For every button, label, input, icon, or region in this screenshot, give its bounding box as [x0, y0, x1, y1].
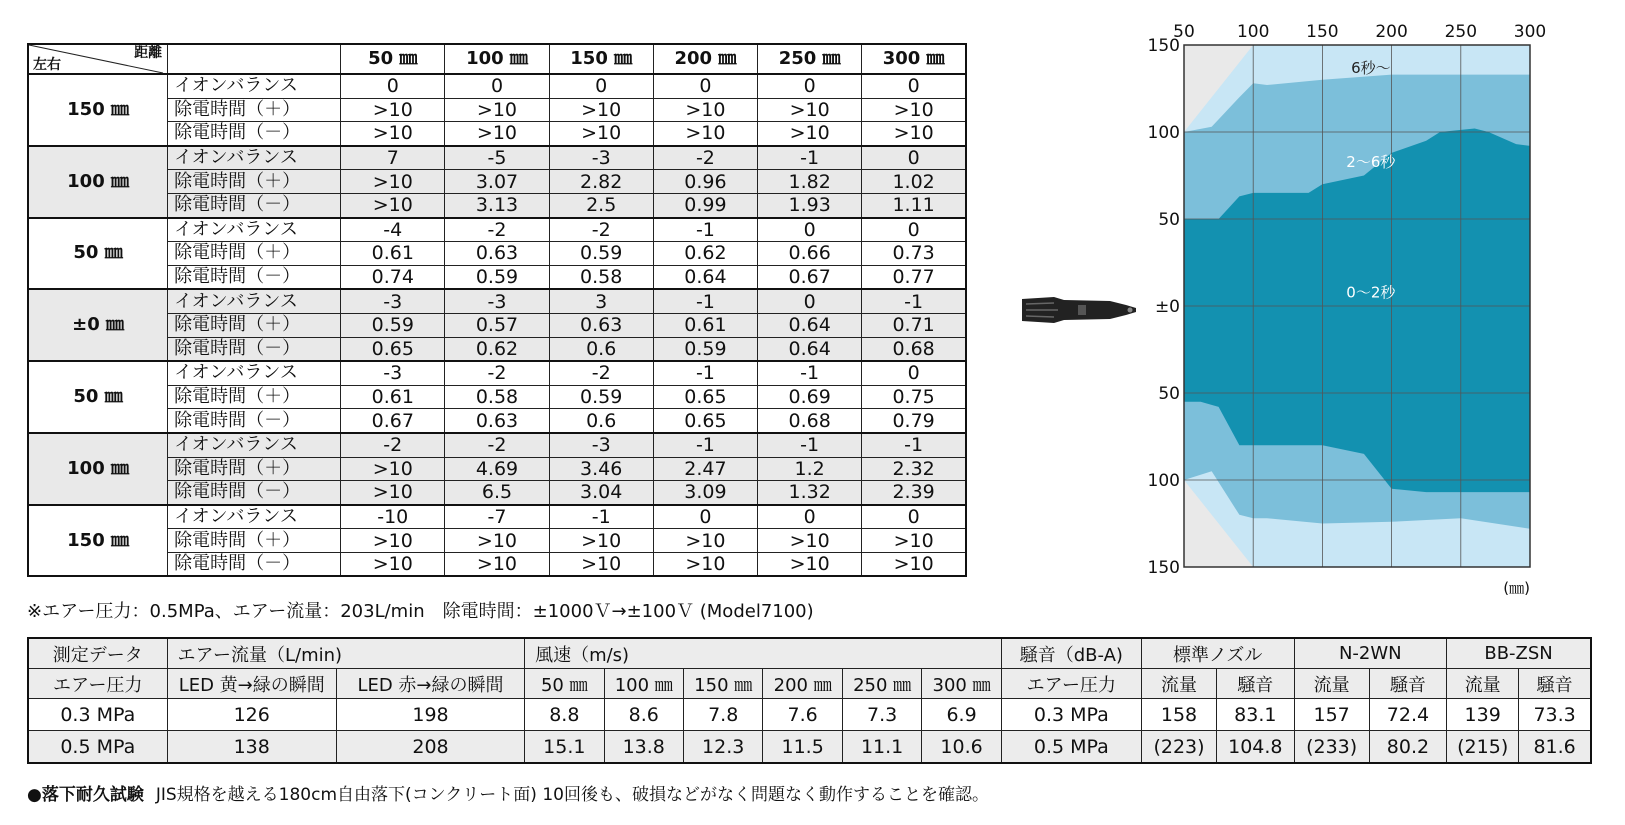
value-cell: 0 [862, 218, 966, 242]
value-cell: 0.73 [862, 242, 966, 266]
row-item-label: 除電時間（－） [168, 409, 341, 433]
row-item-label: 除電時間（＋） [168, 170, 341, 194]
spec-row-0.5mpa [28, 731, 1591, 764]
value-cell: >10 [862, 122, 966, 146]
table-header-row [28, 44, 966, 74]
value-cell: 2.82 [549, 170, 653, 194]
value-cell: 0.58 [549, 265, 653, 289]
value-cell: 1.02 [862, 170, 966, 194]
table-row [28, 505, 966, 529]
ionizer-nozzle-icon [1018, 296, 1142, 324]
spec-wind: 7.6 [763, 699, 842, 731]
x-tick-label: 200 [1375, 22, 1408, 42]
value-cell: -2 [549, 218, 653, 242]
value-cell: 3.09 [653, 481, 757, 505]
value-cell: 3.07 [445, 170, 549, 194]
value-cell: >10 [862, 529, 966, 553]
row-item-label: イオンバランス [168, 433, 341, 457]
spec-noise-pressure: 0.5 MPa [1001, 731, 1141, 764]
value-cell: 3 [549, 289, 653, 313]
value-cell: -5 [445, 146, 549, 170]
value-cell: >10 [341, 529, 445, 553]
column-header: 150 ㎜ [549, 44, 653, 74]
value-cell: 0.77 [862, 265, 966, 289]
spec-wind: 7.3 [842, 699, 921, 731]
spec-nozzle-value: (215) [1447, 731, 1519, 764]
row-item-label: イオンバランス [168, 289, 341, 313]
value-cell: -2 [445, 433, 549, 457]
spec-distance-header: 50 ㎜ [525, 669, 604, 699]
value-cell: -1 [758, 146, 862, 170]
group-label: 50 ㎜ [28, 361, 168, 433]
spec-led-yellow-header: LED 黄→緑の瞬間 [167, 669, 336, 699]
row-item-label: 除電時間（＋） [168, 242, 341, 266]
row-item-label: イオンバランス [168, 361, 341, 385]
value-cell: -1 [758, 433, 862, 457]
value-cell: >10 [445, 552, 549, 576]
value-cell: 0.64 [758, 313, 862, 337]
value-cell: 0 [862, 361, 966, 385]
value-cell: 2.39 [862, 481, 966, 505]
table-row [28, 433, 966, 457]
measurement-note: ※エアー圧力：0.5MPa、エアー流量：203L/min 除電時間：±1000Ｖ→±100Ｖ (Model7100) [27, 601, 814, 622]
value-cell: 0 [862, 146, 966, 170]
spec-airflow-header: エアー流量（L/min) [167, 638, 525, 669]
spec-flow-header: 流量 [1294, 669, 1369, 699]
x-tick-label: 150 [1306, 22, 1339, 42]
table-row [28, 98, 966, 122]
value-cell: 0 [758, 218, 862, 242]
value-cell: >10 [341, 170, 445, 194]
column-header: 200 ㎜ [653, 44, 757, 74]
table-row [28, 74, 966, 98]
value-cell: 3.13 [445, 193, 549, 217]
spec-wind-header: 風速（m/s) [525, 638, 1002, 669]
column-header: 250 ㎜ [758, 44, 862, 74]
value-cell: -1 [862, 433, 966, 457]
table-row [28, 385, 966, 409]
table-row [28, 146, 966, 170]
table-row [28, 289, 966, 313]
value-cell: 0.62 [445, 337, 549, 361]
value-cell: 7 [341, 146, 445, 170]
x-tick-label: 100 [1236, 22, 1270, 42]
x-tick-label: 250 [1444, 22, 1478, 42]
value-cell: >10 [341, 552, 445, 576]
value-cell: 0.65 [653, 409, 757, 433]
value-cell: 0 [653, 505, 757, 529]
value-cell: 0.59 [445, 265, 549, 289]
group-label: 100 ㎜ [28, 146, 168, 218]
spec-distance-header: 300 ㎜ [922, 669, 1001, 699]
value-cell: -1 [653, 289, 757, 313]
table-row [28, 193, 966, 217]
value-cell: >10 [758, 98, 862, 122]
value-cell: 0.61 [653, 313, 757, 337]
value-cell: >10 [653, 98, 757, 122]
table-row [28, 361, 966, 385]
drop-test-text: JIS規格を越える180cm自由落下(コンクリート面) 10回後も、破損などがなく問題なく動作することを確認。 [155, 785, 989, 805]
value-cell: >10 [758, 552, 862, 576]
spec-wind: 15.1 [525, 731, 604, 764]
spec-pressure-header: エアー圧力 [28, 669, 167, 699]
value-cell: 0.67 [341, 409, 445, 433]
row-item-label: 除電時間（－） [168, 481, 341, 505]
value-cell: 0 [862, 505, 966, 529]
value-cell: >10 [549, 552, 653, 576]
spec-header-row-1 [28, 638, 1591, 669]
drop-test-note [27, 780, 989, 805]
value-cell: 3.46 [549, 457, 653, 481]
value-cell: 2.5 [549, 193, 653, 217]
spec-wind: 7.8 [683, 699, 762, 731]
value-cell: 0.63 [445, 242, 549, 266]
value-cell: 4.69 [445, 457, 549, 481]
value-cell: 0.65 [341, 337, 445, 361]
spec-row-0.3mpa [28, 699, 1591, 731]
value-cell: -1 [653, 218, 757, 242]
spec-sound-header: 騒音 [1217, 669, 1294, 699]
value-cell: >10 [862, 98, 966, 122]
measurement-body [28, 74, 966, 576]
value-cell: -2 [341, 433, 445, 457]
spec-wind: 11.1 [842, 731, 921, 764]
corner-distance-label: 距離 [134, 45, 163, 61]
row-item-label: 除電時間（＋） [168, 98, 341, 122]
region-label-2-6s: 2～6秒 [1346, 152, 1396, 171]
group-label: 150 ㎜ [28, 505, 168, 577]
value-cell: 0.59 [653, 337, 757, 361]
spec-bbzsn-header: BB-ZSN [1447, 638, 1591, 669]
value-cell: 0.59 [549, 385, 653, 409]
row-item-label: 除電時間（－） [168, 265, 341, 289]
measurement-table [27, 43, 967, 577]
value-cell: 2.32 [862, 457, 966, 481]
value-cell: 3.04 [549, 481, 653, 505]
value-cell: 0.59 [341, 313, 445, 337]
value-cell: 1.82 [758, 170, 862, 194]
table-row [28, 218, 966, 242]
corner-lateral-label: 左右 [33, 57, 61, 73]
spec-led-red: 208 [336, 731, 524, 764]
value-cell: >10 [758, 122, 862, 146]
value-cell: 0 [758, 505, 862, 529]
value-cell: 0.75 [862, 385, 966, 409]
spec-std-nozzle-header: 標準ノズル [1141, 638, 1294, 669]
value-cell: -1 [653, 433, 757, 457]
drop-test-title: ●落下耐久試験 [27, 785, 144, 805]
y-tick-label: 100 [1147, 471, 1180, 491]
x-tick-label: 50 [1173, 22, 1195, 42]
value-cell: 0 [445, 74, 549, 98]
row-item-label: イオンバランス [168, 218, 341, 242]
spec-led-yellow: 126 [167, 699, 336, 731]
value-cell: >10 [341, 193, 445, 217]
y-tick-label: 150 [1147, 36, 1180, 56]
value-cell: -1 [862, 289, 966, 313]
y-tick-label: 100 [1147, 123, 1180, 143]
value-cell: -3 [445, 289, 549, 313]
spec-nozzle-value: 157 [1294, 699, 1369, 731]
value-cell: >10 [445, 98, 549, 122]
group-label: 150 ㎜ [28, 74, 168, 146]
table-row [28, 409, 966, 433]
spec-sound-header: 騒音 [1519, 669, 1591, 699]
value-cell: -4 [341, 218, 445, 242]
value-cell: >10 [445, 529, 549, 553]
spec-sound-header: 騒音 [1369, 669, 1446, 699]
y-tick-label: 150 [1147, 558, 1180, 578]
spec-nozzle-value: 83.1 [1217, 699, 1294, 731]
value-cell: 0.63 [445, 409, 549, 433]
table-row [28, 313, 966, 337]
value-cell: >10 [653, 529, 757, 553]
spec-n2wn-header: N-2WN [1294, 638, 1447, 669]
value-cell: 0.62 [653, 242, 757, 266]
spec-nozzle-value: 81.6 [1519, 731, 1591, 764]
value-cell: 0.68 [758, 409, 862, 433]
spec-noise-pressure: 0.3 MPa [1001, 699, 1141, 731]
chart-unit-label: (㎜) [1503, 579, 1530, 597]
value-cell: 0.64 [758, 337, 862, 361]
value-cell: 0.64 [653, 265, 757, 289]
value-cell: 6.5 [445, 481, 549, 505]
spec-led-yellow: 138 [167, 731, 336, 764]
value-cell: -3 [549, 146, 653, 170]
value-cell: 0.57 [445, 313, 549, 337]
value-cell: 1.11 [862, 193, 966, 217]
value-cell: 1.32 [758, 481, 862, 505]
value-cell: 0 [341, 74, 445, 98]
value-cell: 2.47 [653, 457, 757, 481]
table-row [28, 170, 966, 194]
row-item-label: イオンバランス [168, 146, 341, 170]
value-cell: -2 [445, 361, 549, 385]
value-cell: 0.61 [341, 385, 445, 409]
spec-nozzle-value: 139 [1447, 699, 1519, 731]
value-cell: >10 [862, 552, 966, 576]
value-cell: 0 [653, 74, 757, 98]
spec-distance-header: 200 ㎜ [763, 669, 842, 699]
spec-nozzle-value: 72.4 [1369, 699, 1446, 731]
row-item-label: 除電時間（－） [168, 552, 341, 576]
spec-measure-header: 測定データ [28, 638, 167, 669]
spec-header-row-2 [28, 669, 1591, 699]
value-cell: 0.65 [653, 385, 757, 409]
y-tick-label: ±0 [1154, 297, 1180, 317]
value-cell: -3 [341, 289, 445, 313]
value-cell: 0.96 [653, 170, 757, 194]
value-cell: 0.71 [862, 313, 966, 337]
row-item-label: 除電時間（－） [168, 122, 341, 146]
spec-flow-header: 流量 [1141, 669, 1216, 699]
spec-flow-header: 流量 [1447, 669, 1519, 699]
value-cell: -10 [341, 505, 445, 529]
value-cell: >10 [549, 529, 653, 553]
value-cell: 0 [758, 74, 862, 98]
spec-wind: 10.6 [922, 731, 1001, 764]
spec-nozzle-value: 73.3 [1519, 699, 1591, 731]
spec-distance-header: 150 ㎜ [683, 669, 762, 699]
value-cell: -1 [549, 505, 653, 529]
y-tick-label: 50 [1158, 210, 1180, 230]
value-cell: 0.58 [445, 385, 549, 409]
spec-wind: 12.3 [683, 731, 762, 764]
table-row [28, 242, 966, 266]
table-row [28, 122, 966, 146]
group-label: ±0 ㎜ [28, 289, 168, 361]
value-cell: 0.67 [758, 265, 862, 289]
row-item-label: 除電時間（－） [168, 193, 341, 217]
group-label: 50 ㎜ [28, 218, 168, 290]
value-cell: 0.69 [758, 385, 862, 409]
row-item-label: 除電時間（＋） [168, 385, 341, 409]
table-row [28, 457, 966, 481]
value-cell: 0.6 [549, 337, 653, 361]
value-cell: 0 [549, 74, 653, 98]
value-cell: -2 [445, 218, 549, 242]
value-cell: >10 [341, 122, 445, 146]
table-row [28, 337, 966, 361]
value-cell: -1 [653, 361, 757, 385]
row-item-label: 除電時間（＋） [168, 529, 341, 553]
value-cell: 0.68 [862, 337, 966, 361]
value-cell: >10 [653, 552, 757, 576]
value-cell: 0.79 [862, 409, 966, 433]
value-cell: -2 [549, 361, 653, 385]
spec-nozzle-value: (223) [1141, 731, 1216, 764]
row-item-label: イオンバランス [168, 505, 341, 529]
column-header: 50 ㎜ [341, 44, 445, 74]
value-cell: >10 [549, 98, 653, 122]
spec-led-red-header: LED 赤→緑の瞬間 [336, 669, 524, 699]
value-cell: 0 [758, 289, 862, 313]
x-tick-label: 300 [1513, 22, 1547, 42]
value-cell: -3 [549, 433, 653, 457]
item-header [168, 44, 341, 74]
discharge-time-chart [1147, 10, 1555, 600]
value-cell: 0 [862, 74, 966, 98]
value-cell: 0.99 [653, 193, 757, 217]
table-row [28, 481, 966, 505]
value-cell: 0.6 [549, 409, 653, 433]
table-row [28, 529, 966, 553]
value-cell: 0.59 [549, 242, 653, 266]
spec-nozzle-value: 104.8 [1217, 731, 1294, 764]
value-cell: -7 [445, 505, 549, 529]
value-cell: -1 [758, 361, 862, 385]
table-row [28, 265, 966, 289]
value-cell: 0.66 [758, 242, 862, 266]
spec-pressure: 0.5 MPa [28, 731, 167, 764]
value-cell: 0.63 [549, 313, 653, 337]
spec-wind: 8.6 [604, 699, 683, 731]
value-cell: 1.2 [758, 457, 862, 481]
spec-wind: 13.8 [604, 731, 683, 764]
value-cell: >10 [549, 122, 653, 146]
spec-noise-header: 騒音（dB-A) [1001, 638, 1141, 669]
spec-nozzle-value: (233) [1294, 731, 1369, 764]
spec-wind: 6.9 [922, 699, 1001, 731]
column-header: 300 ㎜ [862, 44, 966, 74]
value-cell: >10 [341, 457, 445, 481]
spec-distance-header: 250 ㎜ [842, 669, 921, 699]
value-cell: >10 [653, 122, 757, 146]
spec-distance-header: 100 ㎜ [604, 669, 683, 699]
spec-nozzle-value: 80.2 [1369, 731, 1446, 764]
y-tick-label: 50 [1158, 384, 1180, 404]
row-item-label: 除電時間（＋） [168, 457, 341, 481]
group-label: 100 ㎜ [28, 433, 168, 505]
corner-cell [28, 44, 168, 74]
spec-wind: 8.8 [525, 699, 604, 731]
row-item-label: イオンバランス [168, 74, 341, 98]
value-cell: >10 [445, 122, 549, 146]
spec-nozzle-value: 158 [1141, 699, 1216, 731]
value-cell: >10 [341, 98, 445, 122]
value-cell: 1.93 [758, 193, 862, 217]
region-label-0-2s: 0～2秒 [1346, 283, 1396, 302]
spec-wind: 11.5 [763, 731, 842, 764]
region-label-6s: 6秒～ [1351, 58, 1391, 77]
value-cell: -2 [653, 146, 757, 170]
table-row [28, 552, 966, 576]
row-item-label: 除電時間（－） [168, 337, 341, 361]
spec-led-red: 198 [336, 699, 524, 731]
value-cell: -3 [341, 361, 445, 385]
value-cell: >10 [758, 529, 862, 553]
column-header: 100 ㎜ [445, 44, 549, 74]
spec-pressure: 0.3 MPa [28, 699, 167, 731]
value-cell: 0.74 [341, 265, 445, 289]
row-item-label: 除電時間（＋） [168, 313, 341, 337]
spec-noise-pressure-header: エアー圧力 [1001, 669, 1141, 699]
value-cell: >10 [341, 481, 445, 505]
spec-table [27, 637, 1592, 764]
value-cell: 0.61 [341, 242, 445, 266]
